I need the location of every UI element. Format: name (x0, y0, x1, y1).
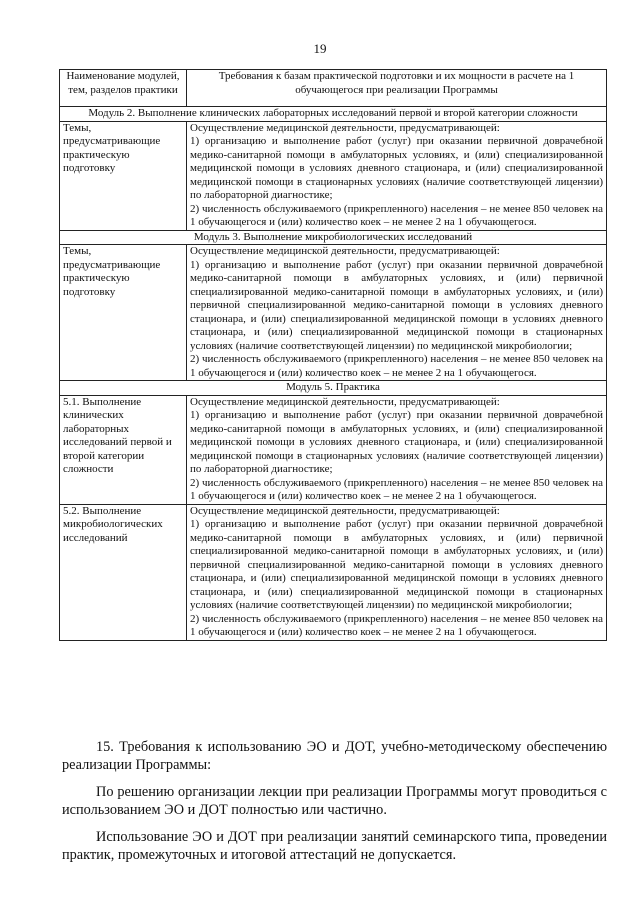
requirement-line: 1) организацию и выполнение работ (услуг) при оказании первичной доврачебной медико-санитарной помощи в амбулаторных условиях, и (или) первичной специализированной медико-санитарной помощи в амбулаторных условиях, и (или) первичной специализированной медико-санитарной помощи в условиях дневного стационара, и (или) специализированной медицинской помощи в условиях дневного стационара, и (или) специализированной медицинской помощи в стационарных условиях (наличие соответствующей лицензии) по медицинской микробиологии; (190, 518, 603, 611)
module-row (60, 107, 607, 122)
header-col-modules: Наименование модулей, тем, разделов практики (60, 70, 187, 107)
body-text (62, 738, 607, 873)
row-name: 5.2. Выполнение микробиологических исследований (60, 504, 187, 640)
paragraph: Использование ЭО и ДОТ при реализации занятий семинарского типа, проведении практик, промежуточных и итоговой аттестаций не допускается. (62, 829, 607, 863)
section-heading: 15. Требования к использованию ЭО и ДОТ, учебно-методическому обеспечению реализации Программы: (62, 739, 607, 773)
module-title: Модуль 2. Выполнение клинических лабораторных исследований первой и второй категории сложности (60, 107, 607, 122)
module-row (60, 230, 607, 245)
table-row (60, 504, 607, 640)
row-requirements (187, 121, 607, 230)
requirement-line: 2) численность обслуживаемого (прикрепленного) населения – не менее 850 человек на 1 обучающегося и (или) количество коек – не менее 2 на 1 обучающегося. (190, 612, 603, 638)
requirement-line: 2) численность обслуживаемого (прикрепленного) населения – не менее 850 человек на 1 обучающегося и (или) количество коек – не менее 2 на 1 обучающегося. (190, 476, 603, 502)
requirement-line: 1) организацию и выполнение работ (услуг) при оказании первичной доврачебной медико-санитарной помощи в амбулаторных условиях, и (или) специализированной медицинской помощи в условиях дневного стационара, и (или) специализированной медицинской помощи в стационарных условиях (наличие соответствующей лицензии) по лабораторной диагностике; (190, 135, 603, 201)
requirement-line: 1) организацию и выполнение работ (услуг) при оказании первичной доврачебной медико-санитарной помощи в амбулаторных условиях, и (или) первичной специализированной медико-санитарной помощи в амбулаторных условиях, и (или) первичной специализированной медико-санитарной помощи в условиях дневного стационара, и (или) специализированной медицинской помощи в условиях дневного стационара, и (или) специализированной медицинской помощи в стационарных условиях (наличие соответствующей лицензии) по медицинской микробиологии; (190, 258, 603, 352)
table-row (60, 121, 607, 230)
table-header-row (60, 70, 607, 107)
table-row (60, 395, 607, 504)
requirement-line: 2) численность обслуживаемого (прикрепленного) населения – не менее 850 человек на 1 обучающегося и (или) количество коек – не менее 2 на 1 обучающегося. (190, 353, 603, 379)
row-name: Темы, предусматривающие практическую подготовку (60, 121, 187, 230)
requirement-line: 2) численность обслуживаемого (прикрепленного) населения – не менее 850 человек на 1 обучающегося и (или) количество коек – не менее 2 на 1 обучающегося. (190, 202, 603, 228)
row-requirements (187, 395, 607, 504)
requirement-line: Осуществление медицинской деятельности, предусматривающей: (190, 395, 500, 408)
requirement-line: 1) организацию и выполнение работ (услуг) при оказании первичной доврачебной медико-санитарной помощи в амбулаторных условиях, и (или) специализированной медицинской помощи в условиях дневного стационара, и (или) специализированной медицинской помощи в стационарных условиях (наличие соответствующей лицензии) по лабораторной диагностике; (190, 409, 603, 475)
module-row (60, 381, 607, 396)
requirement-line: Осуществление медицинской деятельности, предусматривающей: (190, 245, 500, 257)
module-title: Модуль 3. Выполнение микробиологических исследований (60, 230, 607, 245)
requirement-line: Осуществление медицинской деятельности, предусматривающей: (190, 504, 500, 517)
page-number: 19 (313, 41, 327, 56)
row-requirements (187, 504, 607, 640)
header-col-requirements: Требования к базам практической подготовки и их мощности в расчете на 1 обучающегося при реализации Программы (187, 70, 607, 107)
row-requirements (187, 245, 607, 381)
requirement-line: Осуществление медицинской деятельности, предусматривающей: (190, 121, 500, 134)
row-name: 5.1. Выполнение клинических лабораторных исследований первой и второй категории сложности (60, 395, 187, 504)
row-name: Темы, предусматривающие практическую подготовку (60, 245, 187, 381)
paragraph: По решению организации лекции при реализации Программы могут проводиться с использованием ЭО и ДОТ полностью или частично. (62, 784, 607, 818)
requirements-table (59, 69, 607, 641)
module-title: Модуль 5. Практика (60, 381, 607, 396)
table-row (60, 245, 607, 381)
